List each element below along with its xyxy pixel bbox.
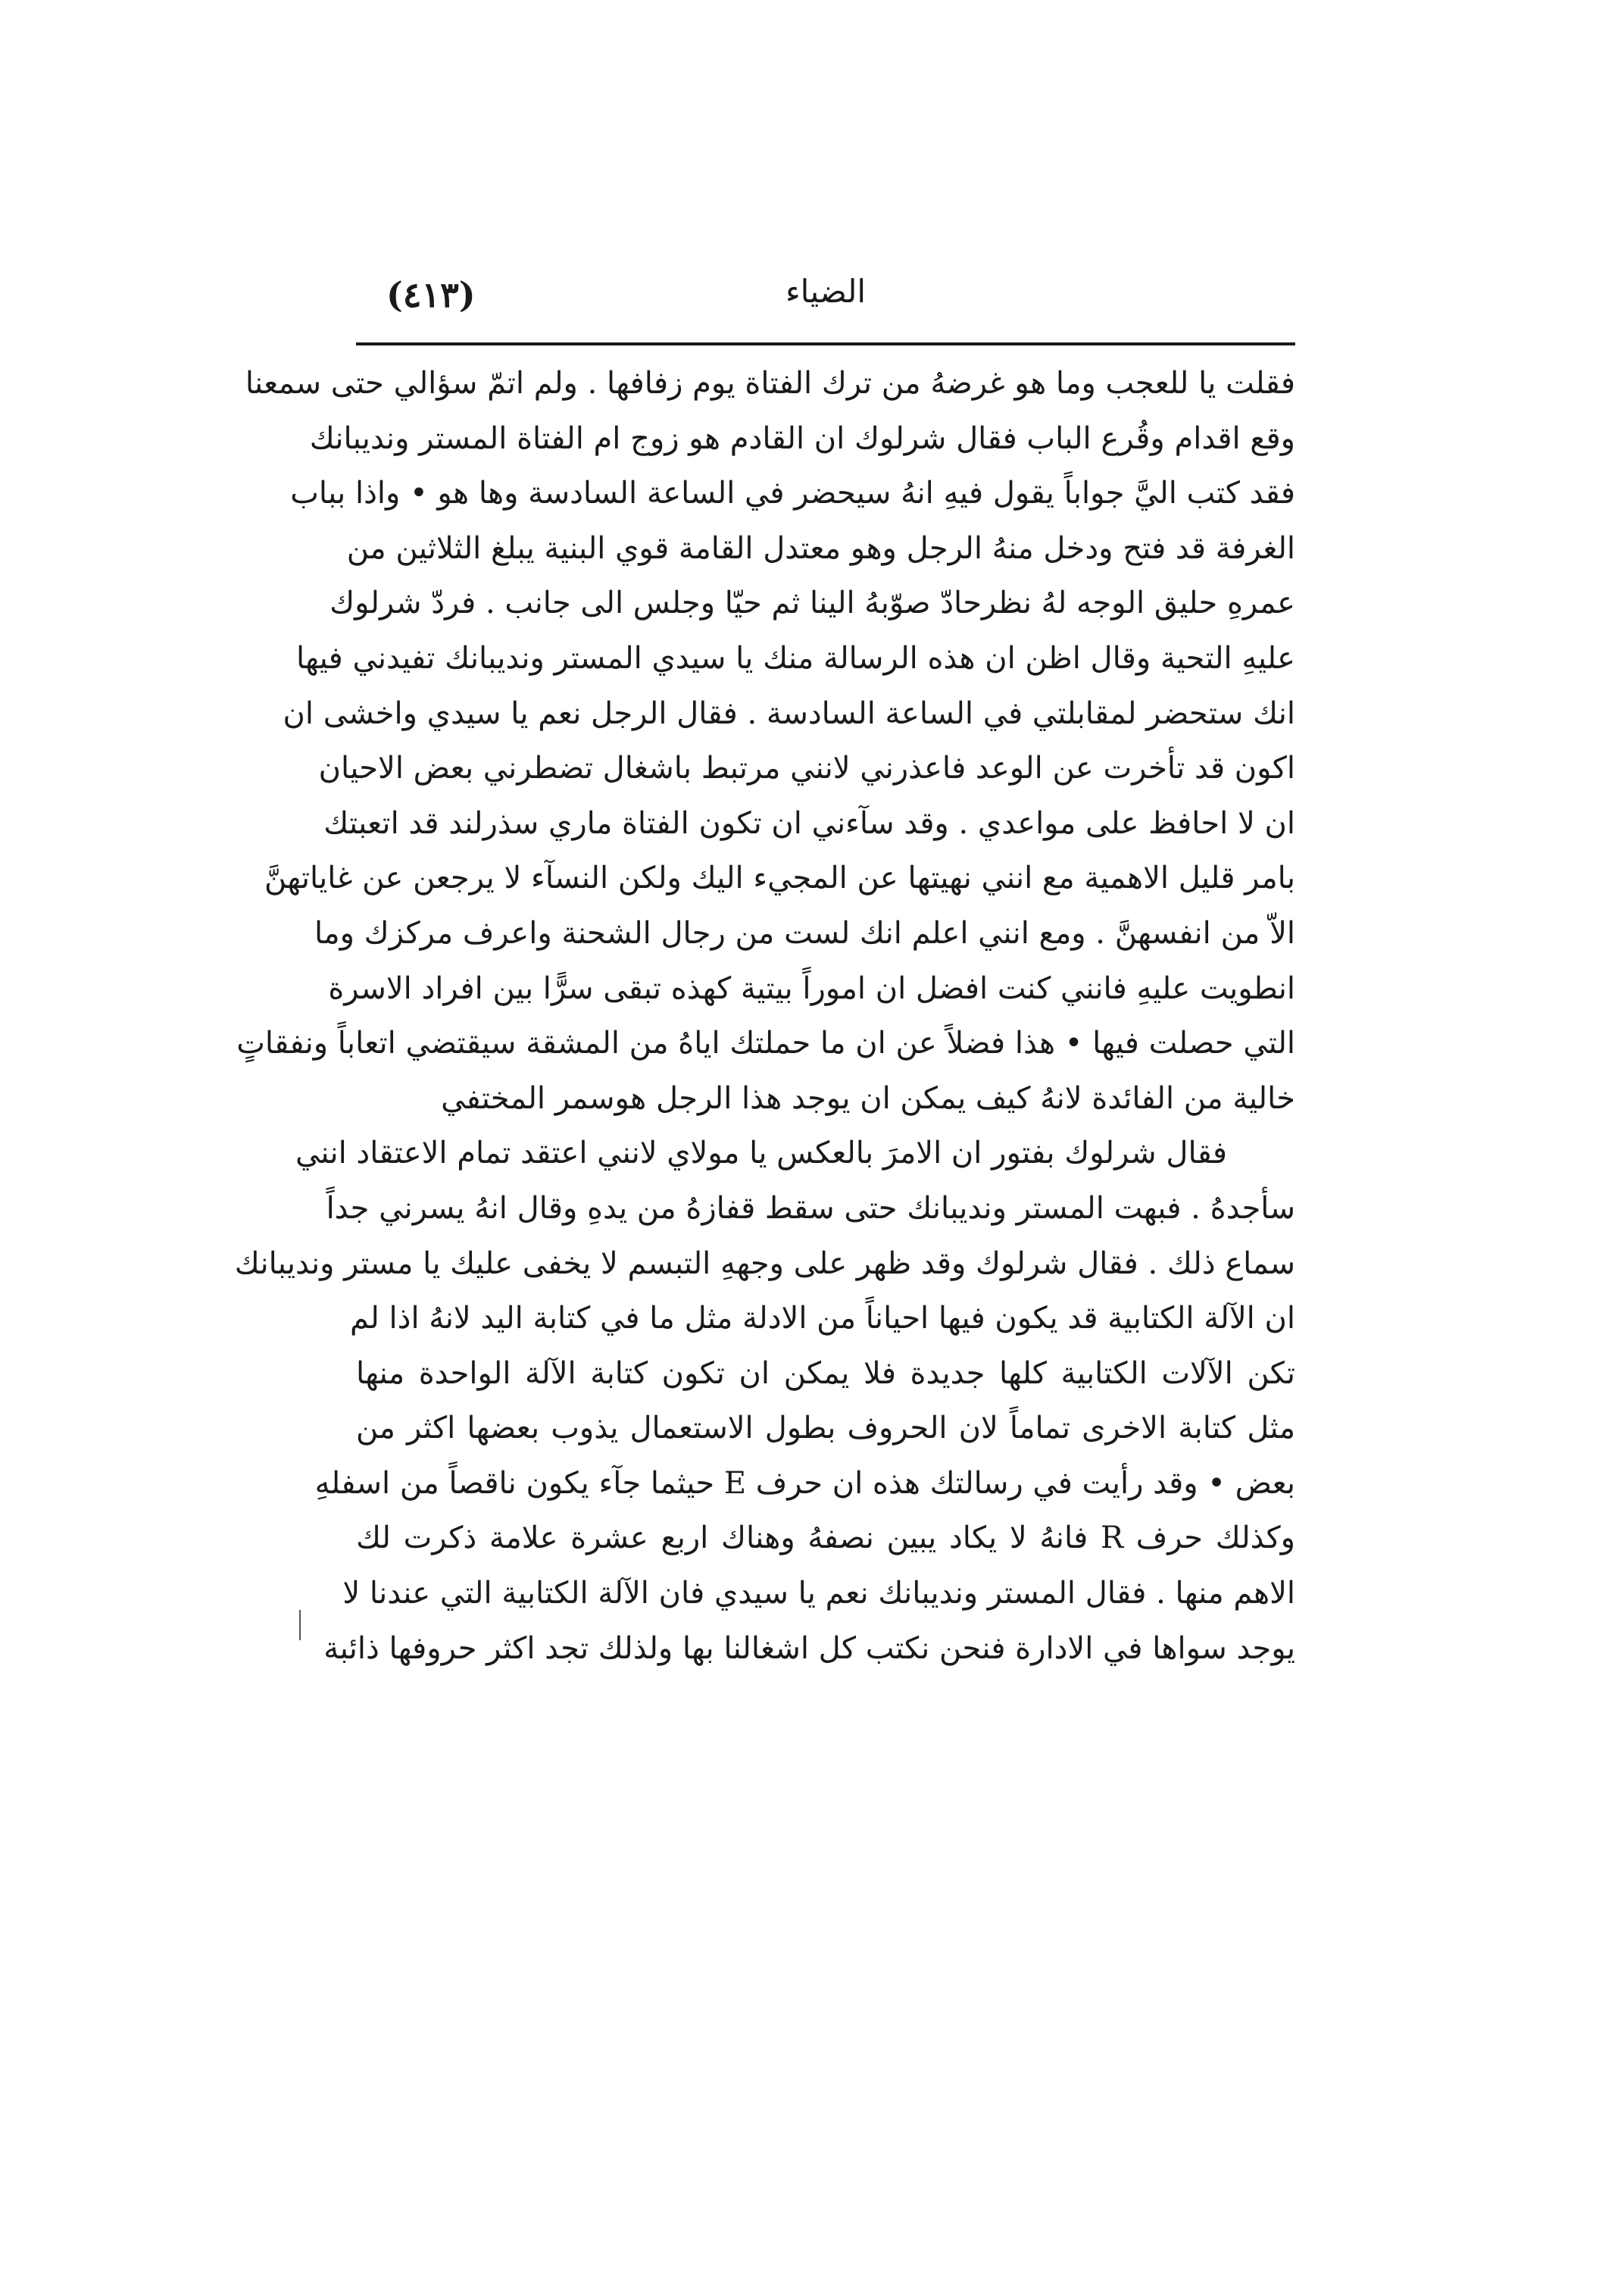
text-line: الغرفة قد فتح ودخل منهُ الرجل وهو معتدل القامة قوي البنية يبلغ الثلاثين من <box>346 530 1295 566</box>
text-line: فقد كتب اليَّ جواباً يقول فيهِ انهُ سيحضر في الساعة السادسة وها هو • واذا بباب <box>290 476 1295 511</box>
text-line: الاهم منها . فقال المستر ونديبانك نعم يا سيدي فان الآلة الكتابية التي عندنا لا <box>342 1576 1295 1611</box>
text-line: عمرهِ حليق الوجه لهُ نظرحادّ صوّبهُ الينا ثم حيّا وجلس الى جانب . فردّ شرلوك <box>329 586 1295 621</box>
text-line: مثل كتابة الاخرى تماماً لان الحروف بطول الاستعمال يذوب بعضها اكثر من <box>356 1411 1295 1446</box>
text-line: ان الآلة الكتابية قد يكون فيها احياناً من الادلة مثل ما في كتابة اليد لانهُ اذا لم <box>350 1301 1295 1336</box>
text-line: وكذلك حرف R فانهُ لا يكاد يبين نصفهُ وهناك اربع عشرة علامة ذكرت لك <box>356 1521 1295 1556</box>
text-line: انطويت عليهِ فانني كنت افضل ان اموراً بيتية كهذه تبقى سرًّا بين افراد الاسرة <box>328 970 1295 1006</box>
text-line: يوجد سواها في الادارة فنحن نكتب كل اشغالنا بها ولذلك تجد اكثر حروفها ذائبة <box>323 1630 1295 1666</box>
page-header <box>356 258 1295 333</box>
text-line: بعض • وقد رأيت في رسالتك هذه ان حرف E حيثما جآء يكون ناقصاً من اسفلهِ <box>314 1465 1295 1501</box>
text-line: سماع ذلك . فقال شرلوك وقد ظهر على وجههِ التبسم لا يخفى عليك يا مستر ونديبانك <box>234 1246 1295 1281</box>
text-line: التي حصلت فيها • هذا فضلاً عن ان ما حملتك اياهُ من المشقة سيقتضي اتعاباً ونفقاتٍ <box>236 1026 1295 1061</box>
text-line: تكن الآلات الكتابية كلها جديدة فلا يمكن ان تكون كتابة الآلة الواحدة منها <box>356 1355 1295 1391</box>
header-rule <box>356 342 1295 345</box>
text-line: ان لا احافظ على مواعدي . وقد سآءني ان تكون الفتاة ماري سذرلند قد اتعبتك <box>323 805 1295 841</box>
text-line: انك ستحضر لمقابلتي في الساعة السادسة . فقال الرجل نعم يا سيدي واخشى ان <box>283 695 1295 731</box>
text-line-paragraph-end: خالية من الفائدة لانهُ كيف يمكن ان يوجد هذا الرجل هوسمر المختفي <box>441 1080 1295 1116</box>
text-line: فقلت يا للعجب وما هو غرضهُ من ترك الفتاة يوم زفافها . ولم اتمّ سؤالي حتى سمعنا <box>245 366 1295 401</box>
text-line: سأجدهُ . فبهت المستر ونديبانك حتى سقط قفازهُ من يدهِ وقال انهُ يسرني جداً <box>326 1190 1295 1226</box>
text-line: الاّ من انفسهنَّ . ومع انني اعلم انك لست من رجال الشحنة واعرف مركزك وما <box>314 915 1295 951</box>
margin-mark <box>299 1610 301 1640</box>
text-line: عليهِ التحية وقال اظن ان هذه الرسالة منك يا سيدي المستر ونديبانك تفيدني فيها <box>295 640 1295 676</box>
text-line-paragraph-start: فقال شرلوك بفتور ان الامرَ بالعكس يا مولاي لانني اعتقد تمام الاعتقاد انني <box>295 1136 1227 1171</box>
body-text <box>234 356 1295 1676</box>
text-line: بامر قليل الاهمية مع انني نهيتها عن المجيء اليك ولكن النسآء لا يرجعن عن غاياتهنَّ <box>264 861 1295 896</box>
text-line: وقع اقدام وقُرع الباب فقال شرلوك ان القادم هو زوج ام الفتاة المستر ونديبانك <box>309 420 1295 456</box>
text-line: اكون قد تأخرت عن الوعد فاعذرني لانني مرتبط باشغال تضطرني بعض الاحيان <box>318 751 1295 786</box>
page-number: (٤١٣) <box>386 274 476 315</box>
running-title: الضياء <box>785 273 867 310</box>
